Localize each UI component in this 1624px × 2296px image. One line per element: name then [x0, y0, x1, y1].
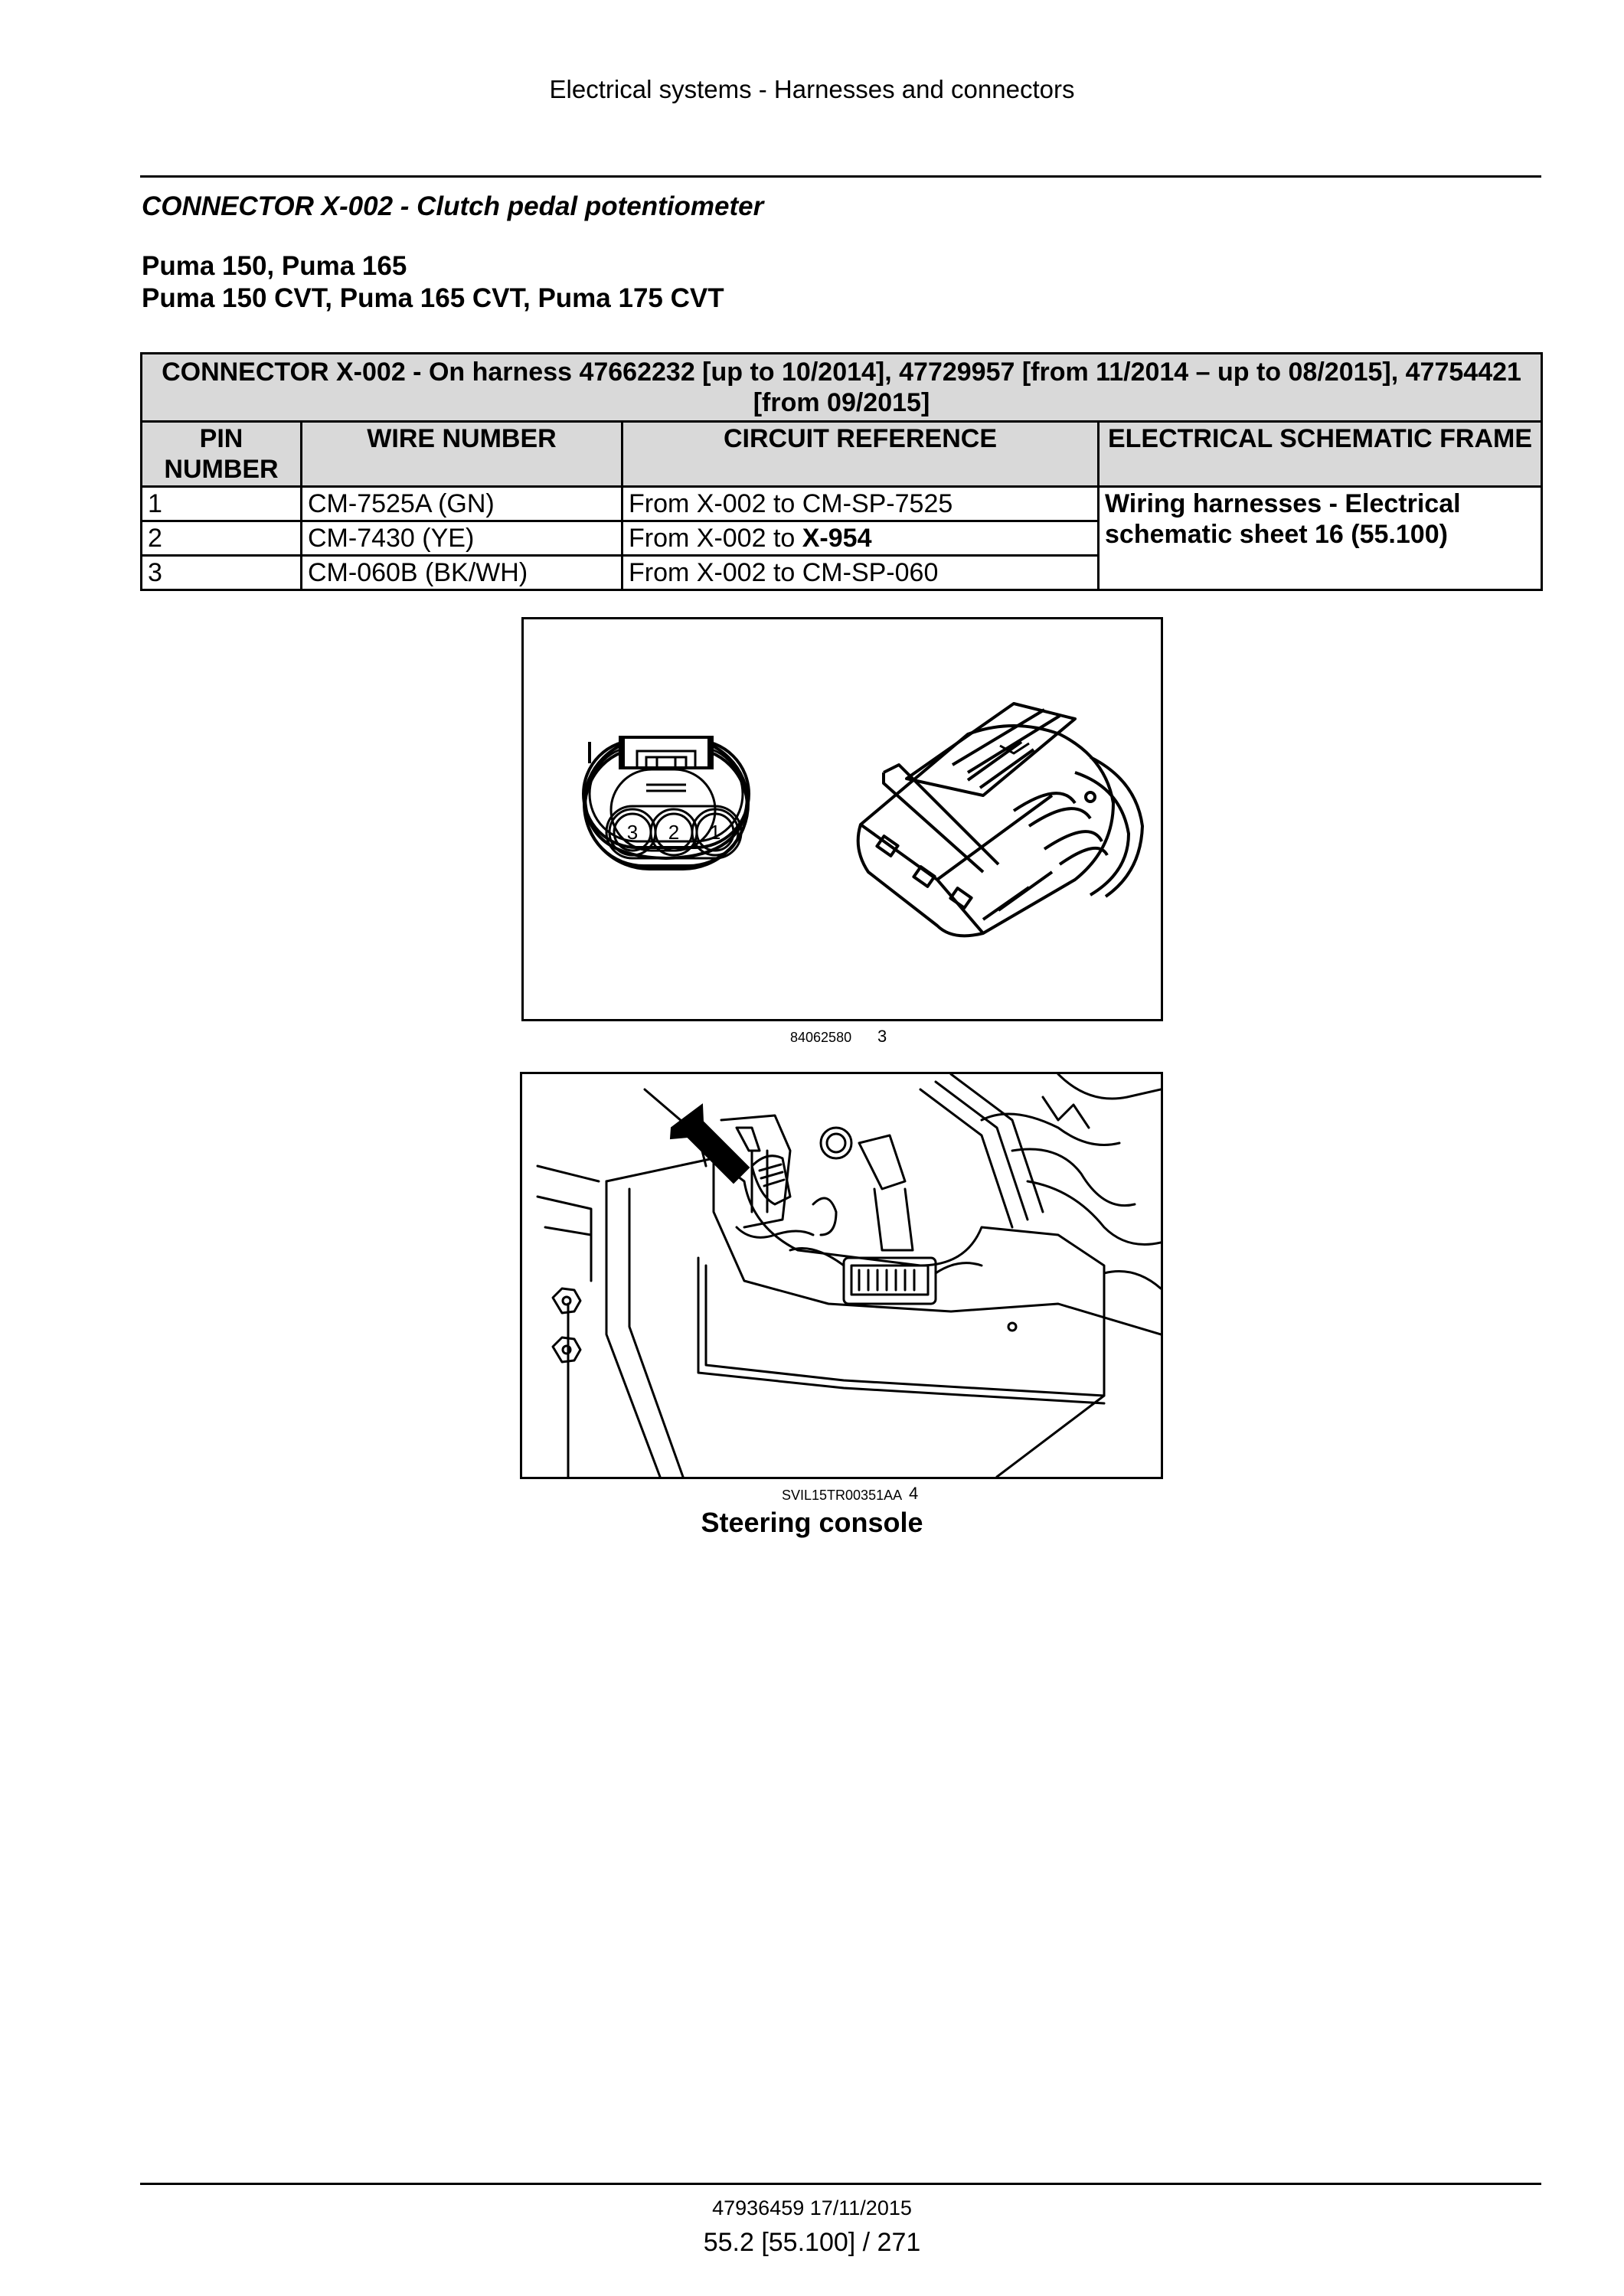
wire-cell: CM-7430 (YE) [302, 521, 622, 556]
pin-label: 3 [626, 821, 639, 844]
page-header: Electrical systems - Harnesses and connectors [549, 75, 1075, 103]
circuit-connector-ref: X-954 [802, 524, 872, 553]
header-pin-number: PIN NUMBER [142, 422, 302, 487]
header-rule [140, 175, 1541, 178]
connector-table [140, 352, 1543, 591]
model-line: Puma 150 CVT, Puma 165 CVT, Puma 175 CVT [142, 283, 724, 313]
connector-drawing [524, 619, 1161, 1019]
document-id: 47936459 17/11/2015 [712, 2196, 912, 2219]
pin-label: 2 [668, 821, 680, 844]
figure-reference: 84062580 [790, 1030, 852, 1045]
circuit-text: From X-002 to CM-SP-060 [629, 558, 939, 587]
circuit-text: From X-002 to [629, 524, 802, 553]
circuit-text: From X-002 to CM-SP-7525 [629, 489, 953, 518]
steering-console-drawing [522, 1074, 1161, 1477]
pin-label: 1 [709, 821, 721, 844]
section-title: CONNECTOR X-002 - Clutch pedal potentiometer [142, 191, 764, 221]
circuit-cell [622, 521, 1099, 556]
page-reference: 55.2 [55.100] / 271 [703, 2228, 921, 2257]
pointer-arrow-icon [671, 1105, 749, 1183]
pin-cell: 2 [142, 521, 302, 556]
header-wire-number: WIRE NUMBER [302, 422, 622, 487]
figure-number: 4 [909, 1484, 919, 1503]
connector-3d-view [858, 704, 1142, 936]
figure-reference: SVIL15TR00351AA [782, 1488, 903, 1503]
wire-cell: CM-7525A (GN) [302, 487, 622, 521]
table-header-row [142, 422, 1542, 487]
pin-cell: 3 [142, 556, 302, 590]
wire-cell: CM-060B (BK/WH) [302, 556, 622, 590]
steering-console-figure [520, 1072, 1163, 1479]
circuit-cell [622, 556, 1099, 590]
table-row [142, 487, 1542, 521]
pin-cell: 1 [142, 487, 302, 521]
connector-figure [521, 617, 1163, 1021]
table-caption-row [142, 354, 1542, 422]
figure-number: 3 [877, 1027, 887, 1046]
header-circuit-reference: CIRCUIT REFERENCE [622, 422, 1099, 487]
table-caption: CONNECTOR X-002 - On harness 47662232 [up to 10/2014], 47729957 [from 11/2014 – up to 08/2015], 47754421 [from 09/2015] [142, 354, 1542, 422]
header-schematic-frame: ELECTRICAL SCHEMATIC FRAME [1099, 422, 1542, 487]
model-line: Puma 150, Puma 165 [142, 251, 407, 281]
footer-rule [140, 2183, 1541, 2185]
schematic-frame-cell: Wiring harnesses - Electrical schematic sheet 16 (55.100) [1099, 487, 1542, 590]
circuit-cell [622, 487, 1099, 521]
figure-caption: Steering console [701, 1507, 923, 1538]
